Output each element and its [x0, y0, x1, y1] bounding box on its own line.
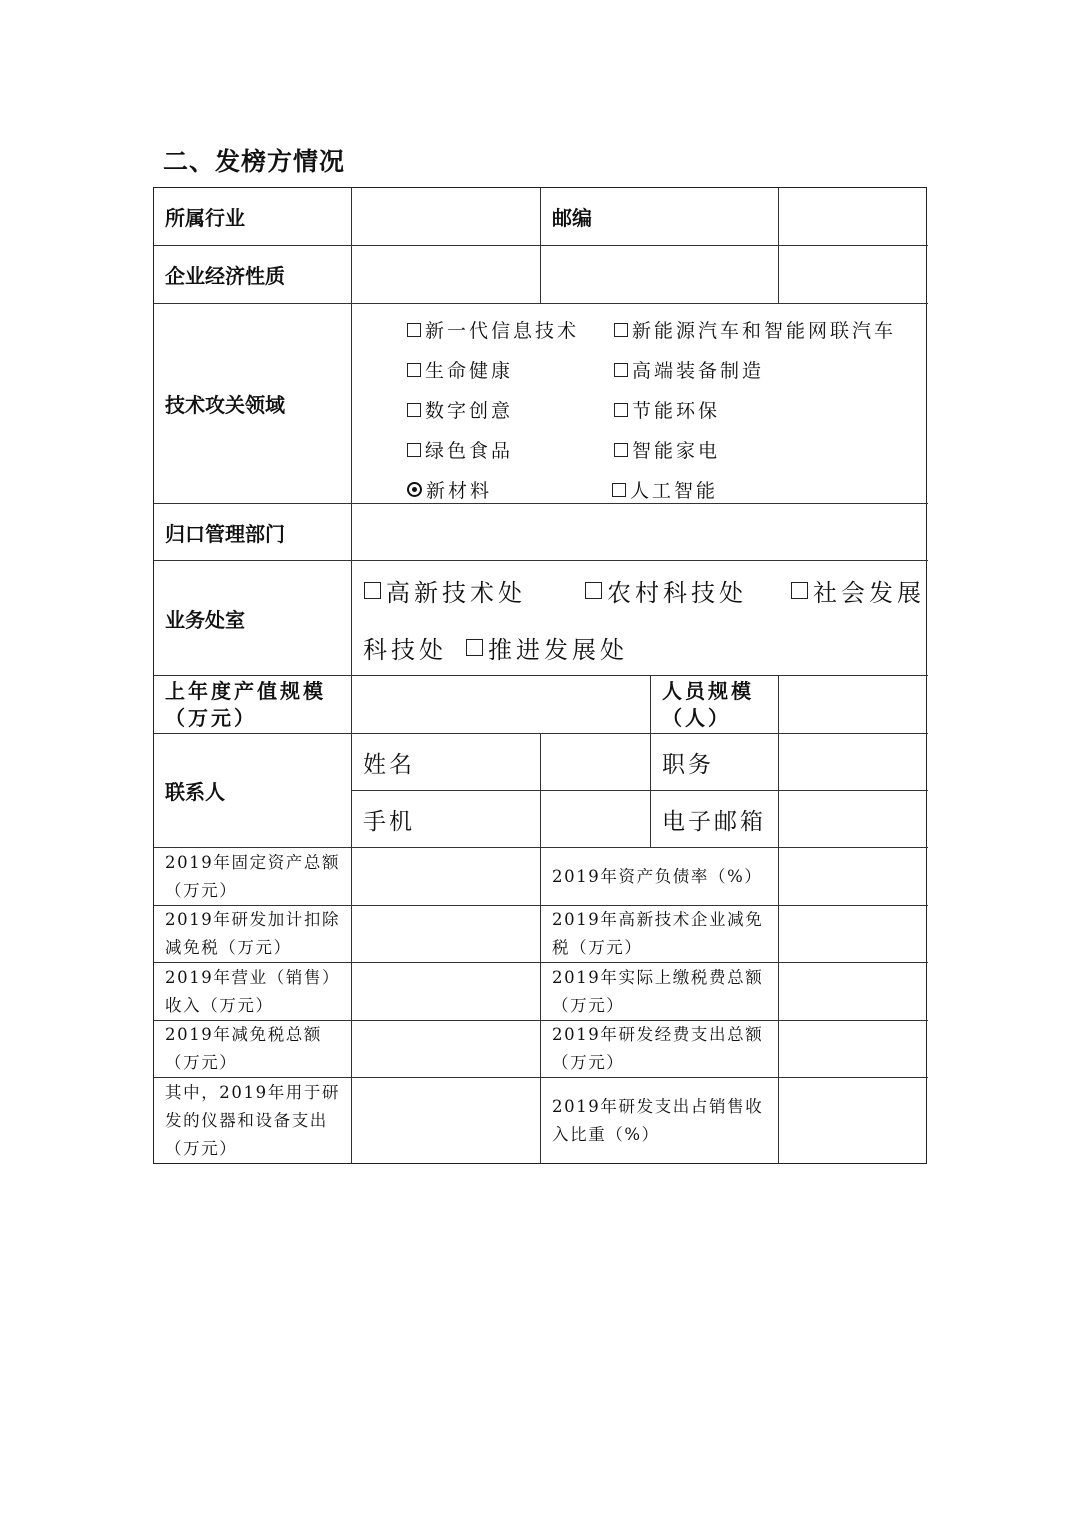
office-option-label: 高新技术处 — [386, 579, 526, 607]
office-option-label: 农村科技处 — [607, 579, 747, 607]
tech-option-new-it[interactable] — [407, 316, 579, 343]
output-scale-label — [154, 676, 352, 734]
industry-label: 所属行业 — [154, 188, 352, 246]
staff-scale-label-line1: 人员规模 — [662, 678, 754, 703]
checkbox-icon — [791, 582, 808, 599]
office-option-label: 推进发展处 — [488, 636, 628, 664]
rd-ratio-label: 2019年研发支出占销售收入比重（%） — [541, 1078, 779, 1163]
tech-field-label: 技术攻关领域 — [154, 304, 352, 504]
checkbox-icon — [364, 582, 381, 599]
contact-email-label: 电子邮箱 — [651, 791, 779, 848]
checkbox-icon — [407, 363, 421, 377]
checkbox-icon — [407, 403, 421, 417]
checkbox-icon — [614, 323, 628, 337]
hitech-reduction-label: 2019年高新技术企业减免税（万元） — [541, 906, 779, 963]
fixed-assets-label: 2019年固定资产总额（万元） — [154, 848, 352, 906]
tech-option-label: 高端装备制造 — [632, 360, 765, 382]
checkbox-icon — [407, 443, 421, 457]
contact-name-label: 姓名 — [352, 734, 541, 791]
rd-deduction-value-cell[interactable] — [352, 906, 541, 963]
tech-option-label: 生命健康 — [425, 360, 514, 382]
tech-option-nev[interactable] — [614, 316, 896, 343]
enterprise-info-table — [153, 187, 927, 1164]
enterprise-nature-label: 企业经济性质 — [154, 246, 352, 304]
fixed-assets-value-cell[interactable] — [352, 848, 541, 906]
tech-option-label: 人工智能 — [630, 480, 719, 502]
office-option-social-dev-cont — [363, 630, 447, 665]
enterprise-nature-value-cell[interactable] — [352, 246, 541, 304]
postcode-value-cell[interactable] — [779, 188, 928, 246]
output-scale-label-line1: 上年度产值规模 — [165, 678, 326, 703]
tech-option-energy-saving[interactable] — [614, 396, 720, 423]
department-value-cell[interactable] — [352, 504, 928, 561]
tech-option-green-food[interactable] — [407, 436, 513, 463]
office-option-rural[interactable] — [585, 573, 747, 608]
tech-option-smart-appliance[interactable] — [614, 436, 720, 463]
section-title: 二、发榜方情况 — [163, 147, 346, 176]
checkbox-icon — [614, 443, 628, 457]
tech-option-label: 新材料 — [426, 480, 493, 502]
tech-option-label: 数字创意 — [425, 400, 514, 422]
revenue-label: 2019年营业（销售）收入（万元） — [154, 963, 352, 1021]
checkbox-icon — [614, 403, 628, 417]
tech-option-high-end-equipment[interactable] — [614, 356, 764, 383]
staff-scale-label — [651, 676, 779, 734]
tech-option-label: 节能环保 — [632, 400, 721, 422]
tech-option-label: 绿色食品 — [425, 440, 514, 462]
tax-paid-label: 2019年实际上缴税费总额（万元） — [541, 963, 779, 1021]
enterprise-nature-extra-cell[interactable] — [541, 246, 779, 304]
contact-name-value-cell[interactable] — [541, 734, 651, 791]
rd-ratio-value-cell[interactable] — [779, 1078, 928, 1163]
output-scale-value-cell[interactable] — [352, 676, 651, 734]
contact-email-value-cell[interactable] — [779, 791, 928, 848]
tax-reduction-total-label: 2019年减免税总额（万元） — [154, 1021, 352, 1078]
checkbox-icon — [466, 639, 483, 656]
tech-option-label: 新能源汽车和智能网联汽车 — [632, 320, 897, 342]
office-option-hitech[interactable] — [364, 573, 526, 608]
debt-ratio-label: 2019年资产负债率（%） — [541, 848, 779, 906]
contact-position-value-cell[interactable] — [779, 734, 928, 791]
enterprise-nature-extra-cell-2[interactable] — [779, 246, 928, 304]
tech-option-label: 智能家电 — [632, 440, 721, 462]
rd-expense-total-label: 2019年研发经费支出总额（万元） — [541, 1021, 779, 1078]
business-office-label: 业务处室 — [154, 561, 352, 676]
rd-deduction-label: 2019年研发加计扣除减免税（万元） — [154, 906, 352, 963]
debt-ratio-value-cell[interactable] — [779, 848, 928, 906]
office-option-label: 科技处 — [363, 636, 447, 664]
postcode-label: 邮编 — [541, 188, 779, 246]
contact-mobile-label: 手机 — [352, 791, 541, 848]
radio-selected-icon — [407, 482, 422, 497]
staff-scale-value-cell[interactable] — [779, 676, 928, 734]
output-scale-label-line2: （万元） — [165, 705, 257, 730]
checkbox-icon — [612, 483, 626, 497]
staff-scale-label-line2: （人） — [662, 705, 731, 730]
contact-label: 联系人 — [154, 734, 352, 848]
checkbox-icon — [614, 363, 628, 377]
office-option-promotion[interactable] — [466, 630, 628, 665]
checkbox-icon — [407, 323, 421, 337]
tech-option-ai[interactable] — [612, 476, 718, 503]
department-label: 归口管理部门 — [154, 504, 352, 561]
industry-value-cell[interactable] — [352, 188, 541, 246]
tech-option-life-health[interactable] — [407, 356, 513, 383]
rd-equipment-value-cell[interactable] — [352, 1078, 541, 1163]
tech-option-digital-creative[interactable] — [407, 396, 513, 423]
revenue-value-cell[interactable] — [352, 963, 541, 1021]
rd-equipment-label: 其中，2019年用于研发的仪器和设备支出（万元） — [154, 1078, 352, 1163]
tech-option-label: 新一代信息技术 — [425, 320, 580, 342]
checkbox-icon — [585, 582, 602, 599]
office-option-social-dev[interactable] — [791, 573, 925, 608]
tech-option-new-materials[interactable] — [407, 476, 492, 503]
office-option-label: 社会发展 — [813, 579, 925, 607]
tax-paid-value-cell[interactable] — [779, 963, 928, 1021]
tax-reduction-total-value-cell[interactable] — [352, 1021, 541, 1078]
contact-position-label: 职务 — [651, 734, 779, 791]
hitech-reduction-value-cell[interactable] — [779, 906, 928, 963]
contact-mobile-value-cell[interactable] — [541, 791, 651, 848]
rd-expense-total-value-cell[interactable] — [779, 1021, 928, 1078]
